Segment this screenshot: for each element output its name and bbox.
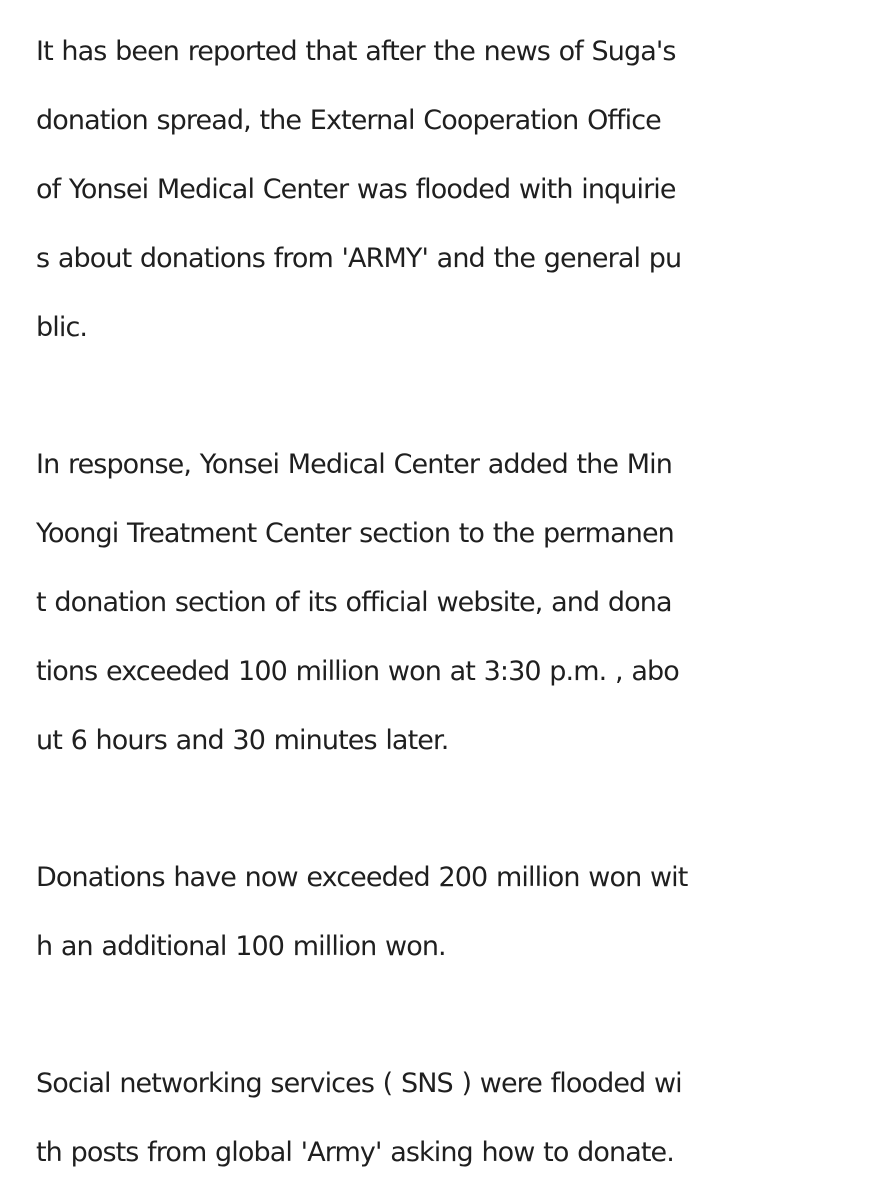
paragraph-donation-report: [36, 17, 856, 362]
article-body: [36, 17, 856, 1187]
paragraph-sns: [36, 1049, 856, 1187]
paragraph-spacer: [36, 981, 856, 1049]
text-line: It has been reported that after the news of Suga's: [36, 36, 676, 67]
text-line: Yoongi Treatment Center section to the permanen: [36, 518, 674, 549]
text-line: t donation section of its official website, and dona: [36, 587, 672, 618]
text-line: In response, Yonsei Medical Center added the Min: [36, 449, 672, 480]
text-line: Social networking services ( SNS ) were flooded wi: [36, 1068, 682, 1099]
text-line: ut 6 hours and 30 minutes later.: [36, 725, 449, 756]
text-line: h an additional 100 million won.: [36, 931, 446, 962]
text-line: donation spread, the External Cooperation Office: [36, 105, 661, 136]
text-line: blic.: [36, 312, 88, 343]
text-line: Donations have now exceeded 200 million won wit: [36, 862, 688, 893]
text-line: of Yonsei Medical Center was flooded with inquirie: [36, 174, 676, 205]
paragraph-spacer: [36, 775, 856, 843]
paragraph-spacer: [36, 362, 856, 430]
text-line: th posts from global 'Army' asking how to donate.: [36, 1137, 674, 1168]
text-line: s about donations from 'ARMY' and the general pu: [36, 243, 682, 274]
paragraph-donation-total: [36, 843, 856, 981]
text-line: tions exceeded 100 million won at 3:30 p.m. , abo: [36, 656, 679, 687]
paragraph-treatment-center: [36, 430, 856, 775]
